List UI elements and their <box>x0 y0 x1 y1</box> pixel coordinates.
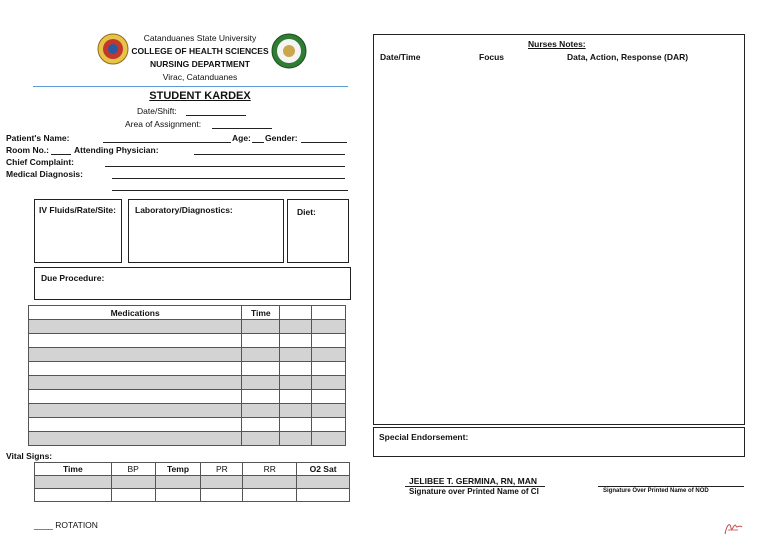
table-cell <box>280 306 312 320</box>
initials-signature-mark <box>722 518 744 538</box>
area-assignment-label: Area of Assignment: <box>125 119 202 129</box>
attending-physician-line[interactable] <box>194 154 345 155</box>
vital-col-o2sat: O2 Sat <box>297 463 350 476</box>
location-text: Virac, Catanduanes <box>162 72 238 82</box>
table-row <box>35 476 350 489</box>
table-row <box>35 489 350 502</box>
time-header: Time <box>242 306 280 320</box>
table-cell <box>312 306 346 320</box>
area-assignment-line[interactable] <box>212 128 272 129</box>
medical-diagnosis-label: Medical Diagnosis: <box>6 169 83 179</box>
diet-label: Diet: <box>297 207 316 217</box>
room-no-label: Room No.: <box>6 145 49 155</box>
attending-physician-label: Attending Physician: <box>74 145 159 155</box>
vital-signs-label: Vital Signs: <box>6 451 53 461</box>
page-title: STUDENT KARDEX <box>149 90 251 102</box>
special-endorsement-label: Special Endorsement: <box>379 432 469 442</box>
due-procedure-label: Due Procedure: <box>41 273 105 283</box>
due-procedure-box[interactable] <box>34 267 351 300</box>
nod-signature-line <box>598 486 744 487</box>
nurses-notes-box[interactable] <box>373 34 745 425</box>
laboratory-label: Laboratory/Diagnostics: <box>135 205 233 215</box>
col-dar: Data, Action, Response (DAR) <box>567 52 689 62</box>
department-name: NURSING DEPARTMENT <box>150 59 250 69</box>
nod-caption: Signature Over Printed Name of NOD <box>603 488 709 494</box>
gender-label: Gender: <box>265 133 298 143</box>
university-name: Catanduanes State University <box>143 33 257 43</box>
col-datetime: Date/Time <box>380 52 421 62</box>
patient-name-label: Patient's Name: <box>6 133 70 143</box>
vital-col-pr: PR <box>201 463 243 476</box>
table-row <box>29 362 346 376</box>
vital-col-temp: Temp <box>155 463 201 476</box>
table-row <box>29 334 346 348</box>
vital-signs-table <box>34 462 350 502</box>
age-line[interactable] <box>252 142 264 143</box>
rotation-label: ____ ROTATION <box>34 520 98 530</box>
table-row <box>29 432 346 446</box>
date-shift-label: Date/Shift: <box>137 106 177 116</box>
age-label: Age: <box>232 133 251 143</box>
vital-col-bp: BP <box>111 463 155 476</box>
ci-caption: Signature over Printed Name of CI <box>409 487 539 496</box>
vital-col-rr: RR <box>243 463 297 476</box>
diet-box[interactable] <box>287 199 349 263</box>
chief-complaint-label: Chief Complaint: <box>6 157 74 167</box>
ci-name: JELIBEE T. GERMINA, RN, MAN <box>409 476 537 486</box>
chief-complaint-line[interactable] <box>105 166 345 167</box>
gender-line[interactable] <box>301 142 347 143</box>
header-rule <box>33 86 348 87</box>
medical-diagnosis-line[interactable] <box>112 178 345 179</box>
table-row <box>29 348 346 362</box>
college-name: COLLEGE OF HEALTH SCIENCES <box>131 46 269 56</box>
room-no-line[interactable] <box>51 154 71 155</box>
table-row <box>29 320 346 334</box>
medications-header: Medications <box>29 306 242 320</box>
table-row <box>29 390 346 404</box>
medical-diagnosis-line-2[interactable] <box>112 190 348 191</box>
iv-fluids-label: IV Fluids/Rate/Site: <box>39 205 116 215</box>
nurses-notes-title: Nurses Notes: <box>528 39 586 49</box>
special-endorsement-box[interactable] <box>373 427 745 457</box>
vital-col-time: Time <box>35 463 112 476</box>
table-row <box>29 418 346 432</box>
patient-name-line[interactable] <box>103 142 231 143</box>
table-row <box>29 404 346 418</box>
iv-fluids-box[interactable] <box>34 199 122 263</box>
date-shift-line[interactable] <box>186 115 246 116</box>
medications-table <box>28 305 346 446</box>
laboratory-box[interactable] <box>128 199 284 263</box>
col-focus: Focus <box>479 52 505 62</box>
table-row <box>29 376 346 390</box>
